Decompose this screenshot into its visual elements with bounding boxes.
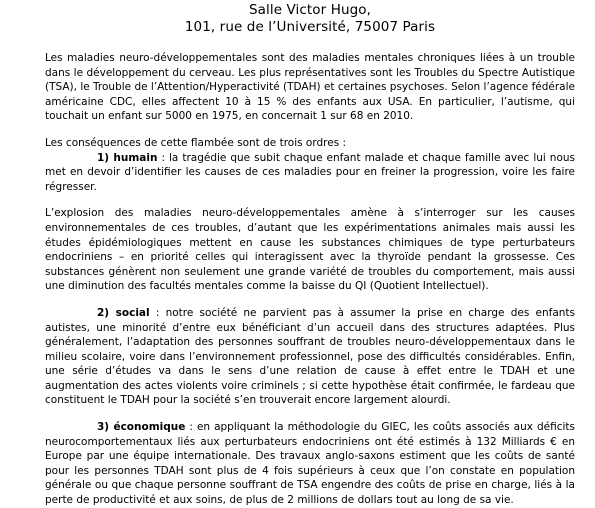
consequence-human (45, 151, 575, 195)
consequence-social-number: 2) social (97, 306, 150, 319)
consequences-intro: Les conséquences de cette flambée sont de trois ordres : (45, 136, 347, 149)
consequence-human-text: : la tragédie que subit chaque enfant malade et chaque famille avec lui nous met en devoir d’identifier les causes de ces maladies pour en freiner la progression, voire les faire régresser. (45, 151, 576, 193)
consequence-economic-number: 3) économique (97, 421, 186, 434)
header (45, 2, 575, 36)
causes-paragraph: L’explosion des maladies neuro-développementales amène à s’interroger sur les causes environnementales de ces troubles, d’autant que les expérimentations animales mais aussi les études épidémiologiques mettent en cause les substances chimiques de type perturbateurs endocriniens – en priorité celles qui interagissent avec la thyroïde pendant la grossesse. Ces substances génèrent non seulement une grande variété de troubles du comportement, mais aussi une diminution des facultés mentales comme la baisse du QI (Quotient Intellectuel). (45, 207, 575, 293)
body-text (45, 51, 575, 508)
consequence-social-text: : notre société ne parvient pas à assumer la prise en charge des enfants autistes, une minorité d’entre eux bénéficiant d’un accueil dans des structures adaptées. Plus généralement, l’adaptation des personnes souffrant de troubles neuro-développementaux dans le milieu scolaire, voire dans l’environnement professionnel, pose des difficultés considérables. Enfin, une série d’études va dans le sens d’une relation de cause à effet entre le TDAH et une augmentation des actes violents voire criminels ; si cette hypothèse était confirmée, le fardeau que constituent le TDAH pour la société s’en trouverait encore largement alourdi. (45, 306, 576, 407)
venue-address: 101, rue de l’Université, 75007 Paris (184, 19, 436, 35)
document-page (0, 2, 595, 507)
consequence-human-number: 1) humain (97, 151, 158, 164)
consequence-social (45, 306, 575, 408)
consequence-economic (45, 420, 575, 508)
intro-paragraph: Les maladies neuro-développementales sont des maladies mentales chroniques liées à un trouble dans le développement du cerveau. Les plus représentatives sont les Troubles du Spectre Autistique (TSA), le Trouble de l’Attention/Hyperactivité (TDAH) et certaines psychoses. Selon l’agence fédérale américaine CDC, elles affectent 10 à 15 % des enfants aux USA. En particulier, l’autisme, qui touchait un enfant sur 5000 en 1975, en concernait 1 sur 68 en 2010. (45, 52, 575, 123)
consequence-economic-text: : en appliquant la méthodologie du GIEC, les coûts associés aux déficits neurocomportementaux liés aux perturbateurs endocriniens ont été estimés à 132 Milliards € en Europe par une équipe internationale. Des travaux anglo-saxons estiment que les coûts de santé pour les personnes TDAH sont plus de 4 fois supérieurs à ceux que l’on constate en population générale ou que chaque personne souffrant de TSA engendre des coûts de prise en charge, liés à la perte de productivité et aux soins, de plus de 2 millions de dollars tout au long de sa vie. (45, 421, 576, 507)
venue-name: Salle Victor Hugo, (248, 2, 372, 18)
